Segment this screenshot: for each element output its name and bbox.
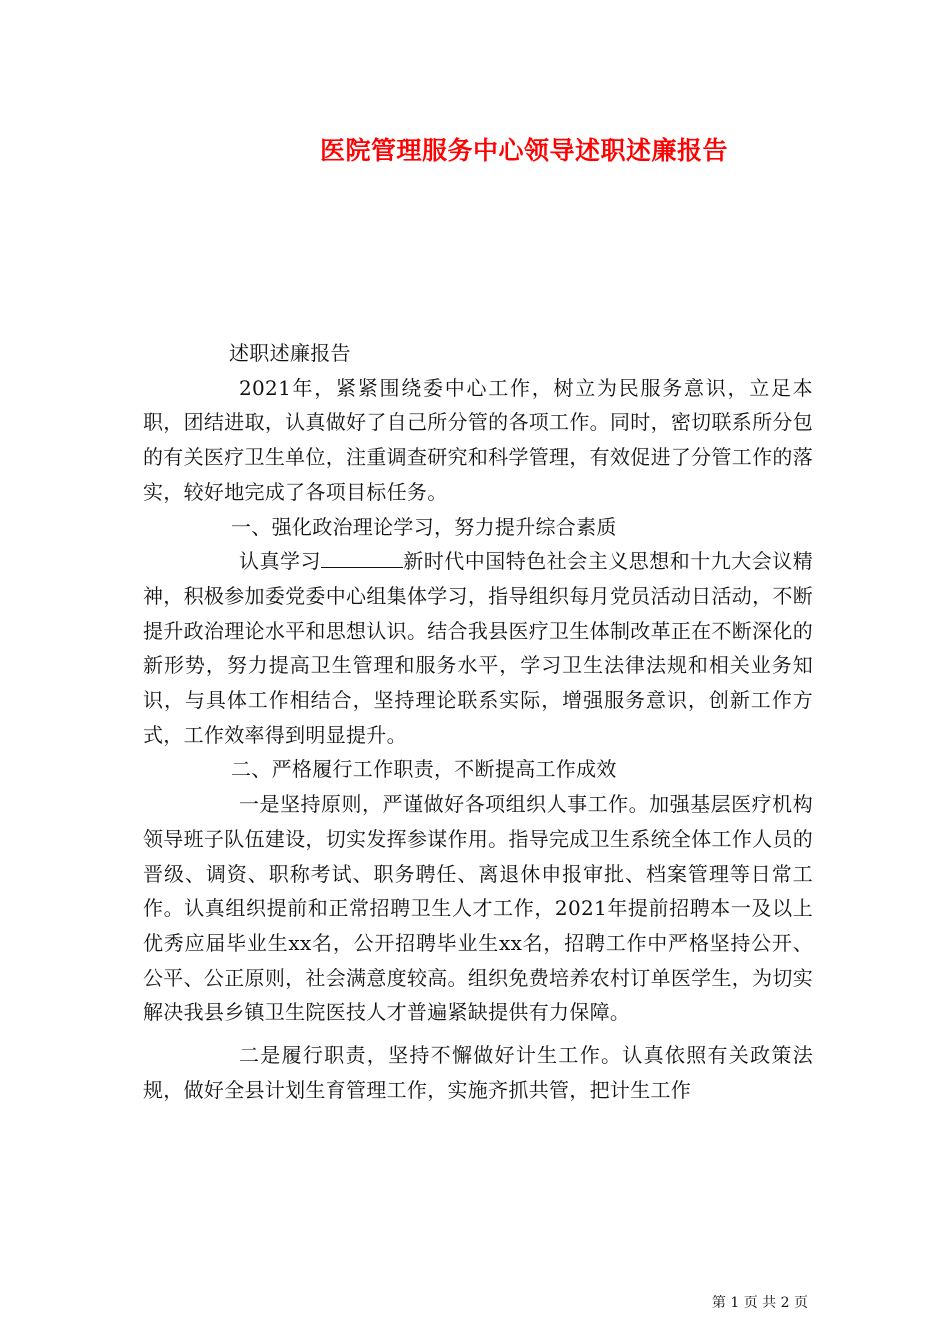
heading-section-1: 一、强化政治理论学习，努力提升综合素质 <box>231 514 617 539</box>
heading-section-2: 二、严格履行工作职责，不断提高工作成效 <box>231 757 617 782</box>
document-body <box>143 336 813 1107</box>
section-subtitle: 述职述廉报告 <box>229 341 351 365</box>
paragraph-study-rest: 新时代中国特色社会主义思想和十九大会议精神，积极参加委党委中心组集体学习，指导组织每月党员活动日活动，不断提升政治理论水平和思想认识。结合我县医疗卫生体制改革正在不断深化的新形势，努力提高卫生管理和服务水平，学习卫生法律法规和相关业务知识，与具体工作相结合，坚持理论联系实际，增强服务意识，创新工作方式，工作效率得到明显提升。 <box>143 549 813 747</box>
paragraph-gap <box>143 1030 813 1038</box>
paragraph-personnel: 一是坚持原则，严谨做好各项组织人事工作。加强基层医疗机构领导班子队伍建设，切实发挥参谋作用。指导完成卫生系统全体工作人员的晋级、调资、职称考试、职务聘任、离退休申报审批、档案管理等日常工作。认真组织提前和正常招聘卫生人才工作，2021年提前招聘本一及以上优秀应届毕业生xx名，公开招聘毕业生xx名，招聘工作中严格坚持公开、公平、公正原则，社会满意度较高。组织免费培养农村订单医学生，为切实解决我县乡镇卫生院医技人才普遍紧缺提供有力保障。 <box>143 792 813 1025</box>
paragraph-study-start: 认真学习 <box>239 549 321 574</box>
fill-in-blank <box>321 549 403 568</box>
page-footer: 第 1 页 共 2 页 <box>711 1295 808 1311</box>
paragraph-intro: 2021年，紧紧围绕委中心工作，树立为民服务意识，立足本职，团结进取，认真做好了自己所分管的各项工作。同时，密切联系所分包的有关医疗卫生单位，注重调查研究和科学管理，有效促进了分管工作的落实，较好地完成了各项目标任务。 <box>143 375 813 504</box>
document-title: 医院管理服务中心领导述职述廉报告 <box>319 136 728 165</box>
paragraph-study <box>143 544 813 752</box>
paragraph-family-planning: 二是履行职责，坚持不懈做好计生工作。认真依照有关政策法规，做好全县计划生育管理工作，实施齐抓共管，把计生工作 <box>143 1043 813 1102</box>
